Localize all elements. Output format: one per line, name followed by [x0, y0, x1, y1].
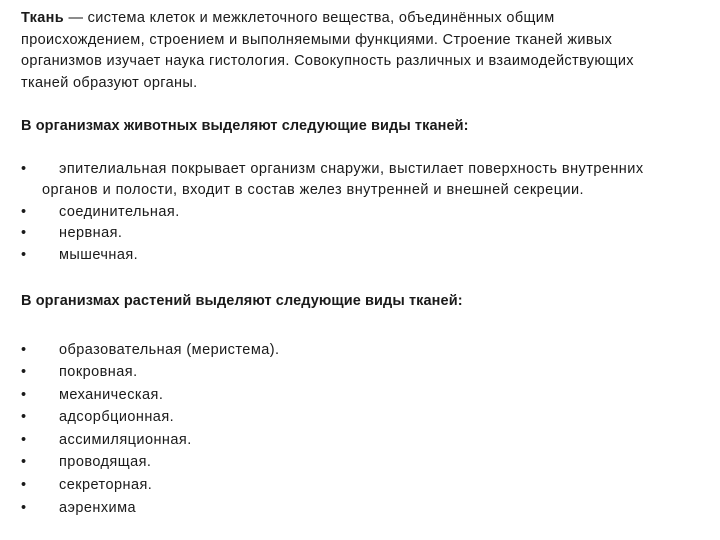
animals-heading: В организмах животных выделяют следующие виды тканей:: [21, 118, 469, 134]
list-item: [21, 429, 701, 452]
bullet-marker: •: [21, 454, 27, 471]
list-item: [21, 451, 701, 474]
list-item: [21, 406, 701, 429]
bullet-marker: •: [21, 160, 27, 177]
list-item-label: ассимиляционная.: [59, 431, 192, 448]
bullet-marker: •: [21, 203, 27, 220]
list-item-label: механическая.: [59, 386, 164, 403]
intro-line-3: организмов изучает наука гистология. Совокупность различных и взаимодействующих: [21, 53, 634, 69]
list-item: [21, 497, 701, 520]
list-item-label: соединительная.: [59, 203, 180, 220]
bullet-marker: •: [21, 431, 27, 448]
bullet-marker: •: [21, 246, 27, 263]
document-page: [21, 8, 701, 519]
list-item-label: мышечная.: [59, 246, 139, 263]
term-tkan: Ткань: [21, 10, 65, 26]
bullet-marker: •: [21, 477, 27, 494]
bullet-marker: •: [21, 225, 27, 241]
intro-paragraph: [21, 8, 701, 94]
epithelial-line-2: органов и полости, входит в состав желез внутренней и внешней секреции.: [42, 182, 585, 198]
intro-line-2: происхождением, строением и выполняемыми функциями. Строение тканей живых: [21, 31, 613, 48]
list-item-label: покровная.: [59, 364, 138, 381]
list-item-label: образовательная (меристема).: [59, 341, 280, 358]
epithelial-line-1: эпителиальная покрывает организм снаружи, выстилает поверхность внутренних: [59, 160, 644, 177]
intro-line-4: тканей образуют органы.: [21, 74, 198, 91]
bullet-marker: •: [21, 341, 27, 358]
list-item-label: секреторная.: [59, 477, 153, 494]
list-item: [21, 339, 701, 362]
bullet-marker: •: [21, 364, 27, 381]
animal-tissues-list: [21, 159, 701, 267]
list-item-label: аэренхима: [59, 499, 137, 516]
plants-heading: В организмах растений выделяют следующие виды тканей:: [21, 293, 463, 309]
list-item-label: адсорбционная.: [59, 409, 175, 426]
list-item-label: нервная.: [59, 225, 123, 241]
list-item-label: проводящая.: [59, 454, 152, 471]
bullet-marker: •: [21, 499, 27, 516]
list-item: [21, 245, 701, 267]
list-item: [21, 474, 701, 497]
bullet-marker: •: [21, 386, 27, 403]
plant-tissues-list: [21, 339, 701, 520]
intro-line-1: — система клеток и межклеточного вещества, объединённых общим: [64, 10, 555, 26]
list-item: [21, 361, 701, 384]
list-item: [21, 384, 701, 407]
list-item: [21, 159, 701, 202]
bullet-marker: •: [21, 409, 27, 426]
list-item: [21, 223, 701, 245]
list-item: [21, 202, 701, 224]
